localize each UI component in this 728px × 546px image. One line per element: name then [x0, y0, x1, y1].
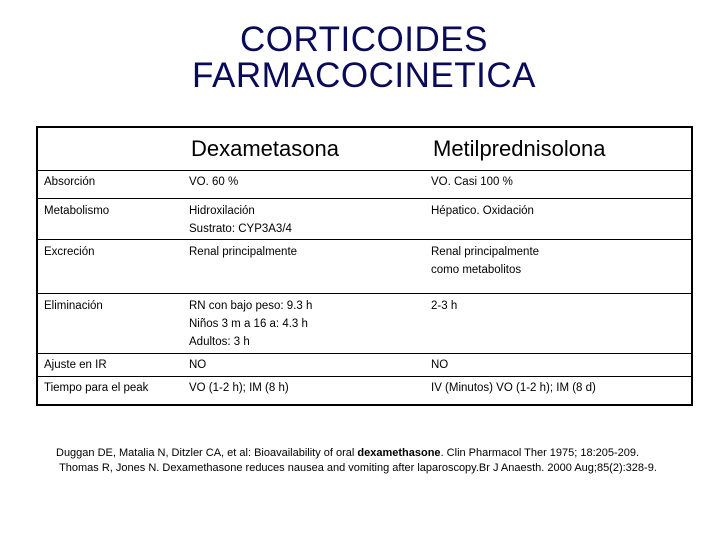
cell-line: VO. Casi 100 % [431, 176, 513, 188]
reference-text: . Clin Pharmacol Ther 1975; 18:205-209. [440, 447, 640, 459]
header-dexametasona: Dexametasona [183, 127, 425, 171]
title-line-2: FARMACOCINETICA [192, 56, 536, 95]
dexa-cell [183, 171, 425, 199]
dexa-cell [183, 294, 425, 354]
cell-line: Hépatico. Oxidación [431, 205, 534, 217]
metil-cell [425, 377, 692, 406]
title-line-1: CORTICOIDES [240, 20, 488, 59]
table-row [37, 294, 692, 354]
dexa-cell [183, 199, 425, 240]
references [56, 446, 666, 476]
reference-2: Thomas R, Jones N. Dexamethasone reduces nausea and vomiting after laparoscopy.Br J Anaesth. 2000 Aug;85(2):328-9. [56, 462, 657, 474]
row-label: Metabolismo [37, 199, 183, 240]
row-label: Eliminación [37, 294, 183, 354]
cell-line: Adultos: 3 h [189, 336, 250, 348]
cell-line: IV (Minutos) VO (1-2 h); IM (8 d) [431, 382, 596, 394]
cell-line: NO [431, 359, 449, 371]
cell-line: RN con bajo peso: 9.3 h [189, 300, 313, 312]
dexa-cell [183, 377, 425, 406]
row-label: Excreción [37, 240, 183, 294]
table-row [37, 377, 692, 406]
reference-1 [56, 446, 666, 461]
cell-line: VO. 60 % [189, 176, 239, 188]
metil-cell [425, 354, 692, 377]
header-metilprednisolona: Metilprednisolona [425, 127, 692, 171]
cell-line: VO (1-2 h); IM (8 h) [189, 382, 289, 394]
cell-line: 2-3 h [431, 300, 458, 312]
metil-cell [425, 294, 692, 354]
row-label: Ajuste en IR [37, 354, 183, 377]
cell-line: Renal principalmente [431, 246, 540, 258]
row-label: Tiempo para el peak [44, 382, 149, 394]
header-empty-cell [37, 127, 183, 171]
table-header-row [37, 127, 692, 171]
cell-line: NO [189, 359, 207, 371]
table-row [37, 199, 692, 240]
reference-text: Duggan DE, Matalia N, Ditzler CA, et al: Bioavailability of oral [56, 447, 358, 459]
cell-line: Renal principalmente [189, 246, 298, 258]
cell-line: Niños 3 m a 16 a: 4.3 h [189, 318, 308, 330]
reference-bold-term: dexamethasone [357, 447, 441, 459]
metil-cell [425, 240, 692, 294]
row-label: Absorción [37, 171, 183, 199]
metil-cell [425, 199, 692, 240]
metil-cell [425, 171, 692, 199]
dexa-cell [183, 354, 425, 377]
slide-title [0, 22, 728, 94]
table-row [37, 240, 692, 294]
cell-line: Hidroxilación [189, 205, 255, 217]
cell-line: como metabolitos [431, 264, 522, 276]
cell-line: Sustrato: CYP3A3/4 [189, 223, 292, 235]
table-row [37, 354, 692, 377]
dexa-cell [183, 240, 425, 294]
pharmacokinetics-table [36, 126, 693, 406]
table-row [37, 171, 692, 199]
